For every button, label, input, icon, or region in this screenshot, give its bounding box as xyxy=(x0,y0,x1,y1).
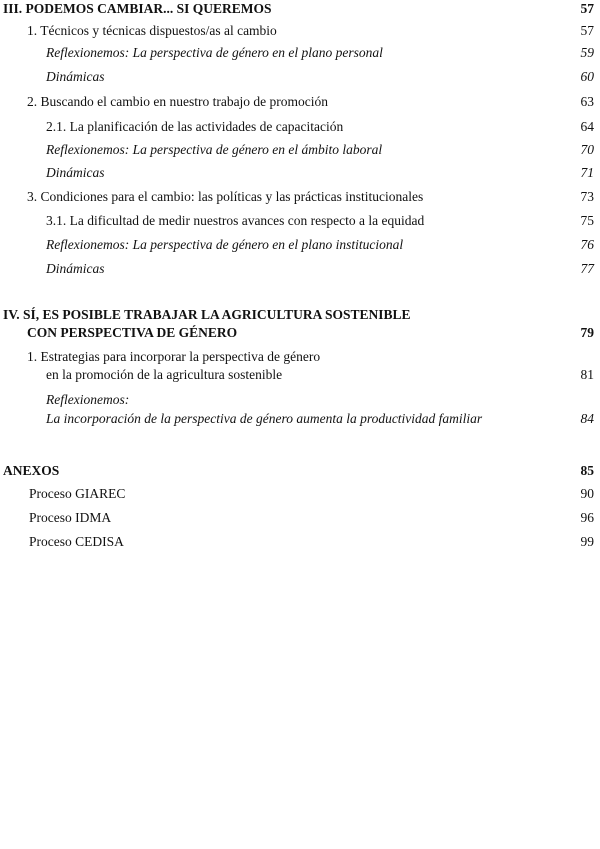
toc-title: Proceso CEDISA xyxy=(29,534,124,549)
toc-entry-3-1-dinamicas xyxy=(0,67,600,87)
toc-title: 3. Condiciones para el cambio: las políticas y las prácticas institucionales xyxy=(27,189,424,204)
toc-page: 60 xyxy=(580,69,594,84)
toc-entry-section-3 xyxy=(0,0,600,19)
toc-entry-4-1-line2 xyxy=(0,365,600,385)
toc-page: 63 xyxy=(580,94,594,109)
toc-title: 1. Técnicos y técnicas dispuestos/as al cambio xyxy=(27,23,277,38)
toc-title: Reflexionemos: La perspectiva de género en el ámbito laboral xyxy=(46,142,383,157)
toc-page: 57 xyxy=(580,1,594,16)
toc-entry-3-3-reflexionemos xyxy=(0,235,600,255)
toc-title: Proceso IDMA xyxy=(29,510,112,525)
toc-title: Reflexionemos: La perspectiva de género en el plano institucional xyxy=(46,237,404,252)
toc-entry-3-1-reflexionemos xyxy=(0,43,600,63)
toc-title-continued: en la promoción de la agricultura sostenible xyxy=(46,367,283,382)
toc-entry-section-4-line2 xyxy=(0,323,600,343)
toc-page: 85 xyxy=(580,463,594,478)
toc-title: 2. Buscando el cambio en nuestro trabajo de promoción xyxy=(27,94,329,109)
toc-page: 71 xyxy=(580,165,594,180)
toc-page: 84 xyxy=(580,411,594,426)
toc-title: Proceso GIAREC xyxy=(29,486,126,501)
toc-title: Reflexionemos: La perspectiva de género en el plano personal xyxy=(46,45,383,60)
toc-title: 3.1. La dificultad de medir nuestros avances con respecto a la equidad xyxy=(46,213,425,228)
toc-entry-idma xyxy=(0,508,600,528)
toc-entry-3-2 xyxy=(0,92,600,112)
toc-page: 64 xyxy=(580,119,594,134)
toc-entry-4-1-line1 xyxy=(0,347,600,367)
toc-title: Reflexionemos: xyxy=(46,392,130,407)
toc-page: 59 xyxy=(580,45,594,60)
toc-title: ANEXOS xyxy=(3,463,60,478)
toc-entry-giarec xyxy=(0,484,600,504)
toc-page: 75 xyxy=(580,213,594,228)
toc-page: 76 xyxy=(580,237,594,252)
toc-entry-3-3-dinamicas xyxy=(0,259,600,279)
toc-entry-section-4-line1 xyxy=(0,305,600,325)
toc-entry-4-1-reflexionemos-line1 xyxy=(0,390,600,410)
toc-title: III. PODEMOS CAMBIAR... SI QUEREMOS xyxy=(3,1,272,16)
toc-page: 81 xyxy=(580,367,594,382)
toc-entry-3-2-1 xyxy=(0,117,600,137)
toc-entry-3-1 xyxy=(0,21,600,41)
toc-title-continued: La incorporación de la perspectiva de género aumenta la productividad familiar xyxy=(46,411,483,426)
toc-entry-3-2-dinamicas xyxy=(0,163,600,183)
toc-page: 70 xyxy=(580,142,594,157)
toc-page: 99 xyxy=(580,534,594,549)
toc-page: 96 xyxy=(580,510,594,525)
toc-title: Dinámicas xyxy=(46,69,105,84)
toc-page: 77 xyxy=(580,261,594,276)
toc-entry-3-3-1 xyxy=(0,211,600,231)
toc-entry-3-2-reflexionemos xyxy=(0,140,600,160)
toc-title: Dinámicas xyxy=(46,261,105,276)
toc-page: 79 xyxy=(580,325,594,340)
toc-title: 2.1. La planificación de las actividades de capacitación xyxy=(46,119,344,134)
toc-entry-4-1-reflexionemos-line2 xyxy=(0,409,600,429)
toc-page: 57 xyxy=(580,23,594,38)
toc-title: 1. Estrategias para incorporar la perspectiva de género xyxy=(27,349,321,364)
toc-title-continued: CON PERSPECTIVA DE GÉNERO xyxy=(27,325,238,340)
toc-entry-3-3 xyxy=(0,187,600,207)
toc-title: IV. SÍ, ES POSIBLE TRABAJAR LA AGRICULTURA SOSTENIBLE xyxy=(3,307,411,322)
toc-entry-anexos xyxy=(0,461,600,481)
toc-entry-cedisa xyxy=(0,532,600,552)
toc-title: Dinámicas xyxy=(46,165,105,180)
toc-page: 90 xyxy=(580,486,594,501)
toc-page: 73 xyxy=(580,189,594,204)
